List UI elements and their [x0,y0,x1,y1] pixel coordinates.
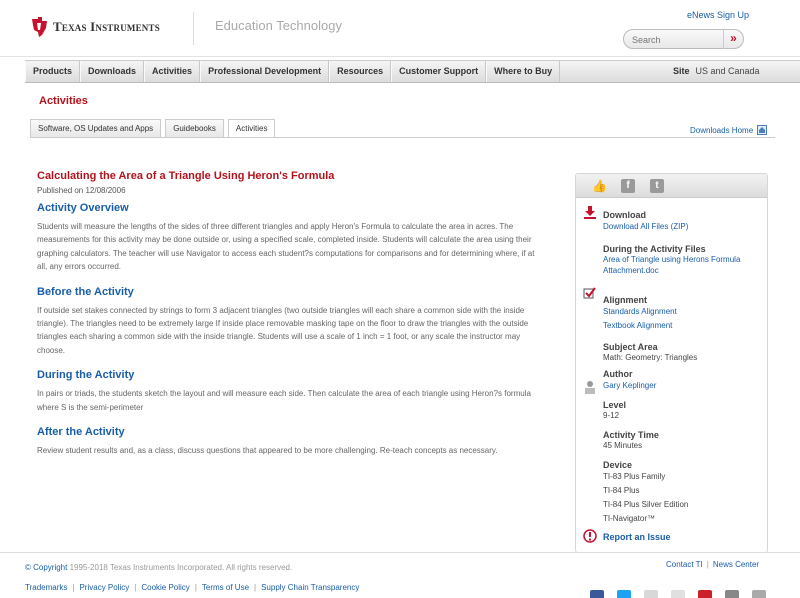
time-heading: Activity Time [603,430,659,440]
during-heading: During the Activity [37,369,135,382]
facebook-icon[interactable]: f [621,179,635,193]
nav-item-where-to-buy[interactable]: Where to Buy [486,61,560,82]
downloads-home-link[interactable] [690,125,767,135]
header-divider [193,12,194,45]
during-body: In pairs or triads, the students sketch the layout and will measure each side. Then calculate the area of each triangle using Heron?s formula where S is the semi-perimeter [37,389,531,412]
tab-guidebooks[interactable]: Guidebooks [165,119,224,138]
time-block [603,430,659,453]
site-header [0,0,800,57]
rss-icon[interactable] [752,590,766,598]
level-heading: Level [603,400,627,410]
footer-social [590,590,779,598]
nav-item-products[interactable]: Products [25,61,80,82]
activity-sidebar [575,173,768,553]
author-icon [583,379,597,395]
cookie-policy-link[interactable]: Cookie Policy [141,583,190,592]
device-block [603,460,688,526]
copyright-link[interactable]: © Copyright [25,563,68,572]
main-nav [25,60,800,83]
download-all-link[interactable]: Download All Files (ZIP) [603,222,689,231]
separator: | [72,583,75,592]
enews-signup-link[interactable]: eNews Sign Up [687,10,750,20]
during-files-block [603,244,763,276]
pinterest-icon[interactable] [698,590,712,598]
nav-item-activities[interactable]: Activities [144,61,200,82]
subject-heading: Subject Area [603,342,658,352]
nav-item-resources[interactable]: Resources [329,61,391,82]
brand-name: Texas Instruments [53,19,160,34]
alert-icon [583,529,597,543]
thumbs-up-icon[interactable]: 👍 [592,178,607,193]
alignment-block [603,295,677,333]
download-icon [583,205,597,219]
activity-title: Calculating the Area of a Triangle Using Heron's Formula [37,170,335,182]
overview-heading: Activity Overview [37,202,129,214]
after-body: Review student results and, as a class, discuss questions that appeared to be more challenging. Re-teach concepts as necessary. [37,446,498,456]
separator: | [194,583,197,592]
subject-block [603,342,697,365]
instagram-icon[interactable] [725,590,739,598]
separator: | [706,560,709,569]
twitter-icon[interactable] [617,590,631,598]
twitter-icon[interactable]: t [650,179,664,193]
after-heading: After the Activity [37,426,125,439]
before-heading: Before the Activity [37,285,134,298]
during-files-heading: During the Activity Files [603,244,706,254]
tab-underline [30,137,775,138]
supply-chain-link[interactable]: Supply Chain Transparency [261,583,360,592]
section-name: Education Technology [215,18,342,33]
nav-item-downloads[interactable]: Downloads [80,61,144,82]
ti-logo-icon [30,16,50,38]
textbook-alignment-link[interactable]: Textbook Alignment [603,321,673,330]
footer-contact [666,560,759,569]
level-value: 9-12 [603,411,620,420]
ti-logo[interactable] [30,16,160,38]
time-value: 45 Minutes [603,441,643,450]
terms-of-use-link[interactable]: Terms of Use [201,583,250,592]
activity-article [37,170,543,469]
during-file-link[interactable]: Area of Triangle using Herons Formula Attachment.doc [603,255,741,275]
facebook-icon[interactable] [590,590,604,598]
privacy-policy-link[interactable]: Privacy Policy [79,583,130,592]
share-bar [576,174,767,198]
trademarks-link[interactable]: Trademarks [25,583,68,592]
subject-value: Math: Geometry: Triangles [603,353,698,362]
alignment-heading: Alignment [603,295,647,305]
search-input[interactable] [632,33,722,46]
search-box [623,29,744,49]
separator: | [254,583,257,592]
footer-divider [0,552,800,553]
news-center-link[interactable]: News Center [712,560,760,569]
contact-ti-link[interactable]: Contact TI [666,560,703,569]
device-heading: Device [603,460,633,470]
device-item: TI-84 Plus [603,486,640,495]
nav-item-professional-development[interactable]: Professional Development [200,61,329,82]
level-block [603,400,626,423]
tab-activities[interactable]: Activities [228,119,276,138]
copyright [25,563,292,572]
standards-alignment-link[interactable]: Standards Alignment [603,307,677,316]
footer-links [25,583,359,592]
copyright-text: 1995-2018 Texas Instruments Incorporated. All rights reserved. [67,563,293,572]
blog-icon[interactable] [644,590,658,598]
site-value: US and Canada [695,66,760,76]
site-selector[interactable] [673,61,760,82]
separator: | [134,583,137,592]
downloads-home-label: Downloads Home [690,125,754,135]
overview-body: Students will measure the lengths of the sides of three different triangles and apply Heron's Formula to calculate the area in acres. The measurements for this activity may be done outside or, using a specified scale, completed inside. Students will calculate the area using their graphing calculators. The teacher will use Navigator to access each student?s computations for comparisons and for determining where, if at all, any errors occurred. [37,222,535,272]
device-item: TI-83 Plus Family [603,472,666,481]
tab-software-updates[interactable]: Software, OS Updates and Apps [30,119,161,138]
youtube-icon[interactable] [671,590,685,598]
home-icon [757,125,767,135]
author-heading: Author [603,369,633,379]
nav-item-customer-support[interactable]: Customer Support [391,61,486,82]
before-body: If outside set stakes connected by strings to form 3 adjacent triangles (two outside triangles will each share a common side with the inside triangle). The triangles need to be extremely large If inside place removable masking tape on the floor to draw the triangles with the outside triangles each sharing a common side with the inside triangle. Students will use a scale of 1 inch = 1 foot, or any scale the instructor may choose. [37,305,529,355]
report-block [603,530,671,544]
device-item: TI-84 Plus Silver Edition [603,500,689,509]
author-block [603,369,656,393]
download-heading: Download [603,210,646,220]
tab-bar [30,119,279,138]
search-button[interactable]: » [723,29,743,49]
site-label: Site [673,66,690,76]
author-link[interactable]: Gary Keplinger [603,381,657,390]
page-title: Activities [39,95,88,107]
device-item: TI-Navigator™ [603,514,656,523]
published-date: Published on 12/08/2006 [37,186,126,195]
download-block [603,210,688,234]
report-issue-link[interactable]: Report an Issue [603,532,671,542]
checkbox-icon [583,286,597,300]
